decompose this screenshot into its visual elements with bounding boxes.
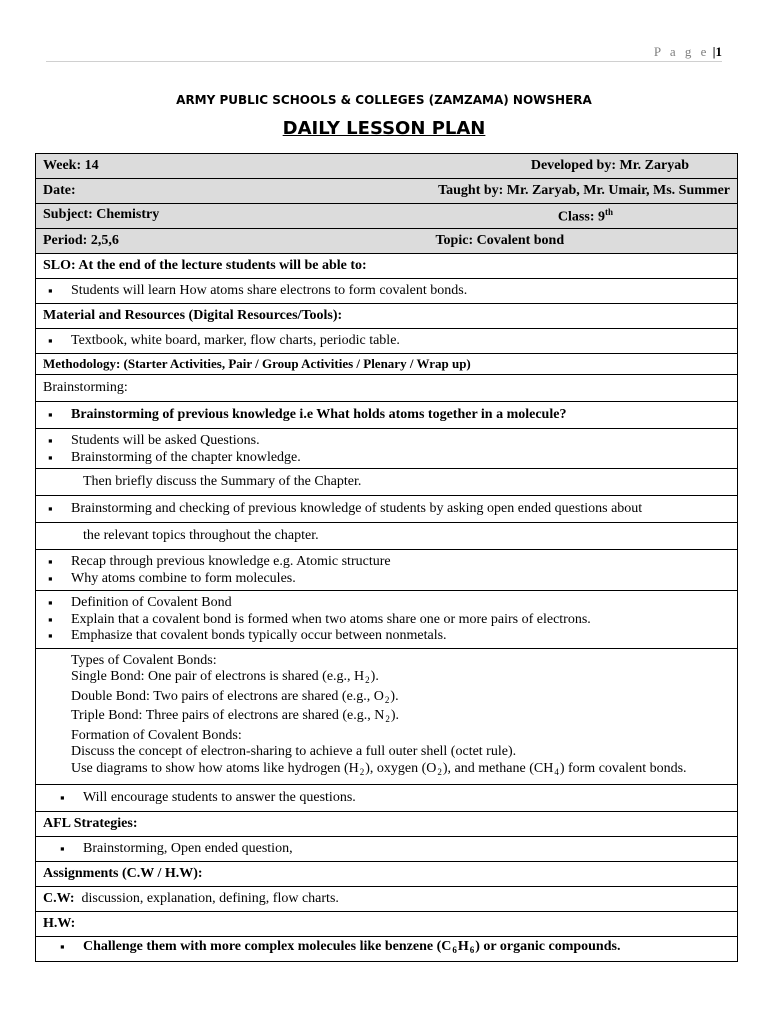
methodology-heading: Methodology: (Starter Activities, Pair / Group Activities / Plenary / Wrap up) (36, 354, 738, 375)
materials-heading-row (36, 304, 738, 329)
slo-item-row (36, 279, 738, 304)
subject-field: Subject: Chemistry (43, 206, 160, 222)
school-name: ARMY PUBLIC SCHOOLS & COLLEGES (ZAMZAMA) NOWSHERA (176, 93, 592, 107)
single-bond-line: Single Bond: One pair of electrons is shared (e.g., $H_2$). (71, 669, 379, 685)
open-ended-item: ▪ Brainstorming and checking of previous knowledge of students by asking open ended questions about (36, 501, 737, 518)
page-number-value: 1 (715, 44, 722, 59)
recap-row (36, 550, 738, 591)
recap-item: ▪ Why atoms combine to form molecules. (36, 571, 737, 588)
class-field: Class: 9th (557, 206, 613, 225)
period-field: Period: 2,5,6 (43, 233, 119, 248)
hw-item-row (36, 937, 738, 962)
octet-rule-line: Discuss the concept of electron-sharing to achieve a full outer shell (octet rule). (71, 744, 517, 759)
recap-item: ▪ Recap through previous knowledge e.g. Atomic structure (36, 554, 737, 571)
methodology-heading-row (36, 354, 738, 375)
week-row (36, 154, 738, 179)
lesson-plan-table (35, 153, 738, 962)
brainstorming-label: Brainstorming: (36, 375, 738, 402)
assignments-heading: Assignments (C.W / H.W): (36, 862, 738, 887)
classwork-line: C.W: discussion, explanation, defining, flow charts. (36, 887, 738, 912)
questions-row (36, 429, 738, 469)
afl-item-row (36, 837, 738, 862)
encourage-row (36, 785, 738, 812)
page-number: P a g e |1 (653, 44, 722, 59)
definition-row (36, 591, 738, 649)
summary-row (36, 469, 738, 496)
summary-line: Then briefly discuss the Summary of the Chapter. (36, 469, 738, 496)
materials-item: ▪ Textbook, white board, marker, flow charts, periodic table. (36, 333, 737, 350)
definition-item: ▪ Emphasize that covalent bonds typically occur between nonmetals. (36, 628, 737, 645)
afl-heading: AFL Strategies: (36, 812, 738, 837)
materials-heading: Material and Resources (Digital Resources/Tools): (36, 304, 738, 329)
period-row (36, 229, 738, 254)
formation-heading: Formation of Covalent Bonds: (71, 727, 242, 743)
definition-item: ▪ Definition of Covalent Bond (36, 595, 737, 612)
types-heading: Types of Covalent Bonds: (71, 652, 217, 668)
types-row (36, 648, 738, 785)
question-item: ▪ Students will be asked Questions. (36, 433, 737, 450)
diagrams-line: Use diagrams to show how atoms like hydrogen $(H_2)$, oxygen $(O_2)$, and methane $(CH_4)$ form covalent bonds. (71, 760, 687, 777)
document-title: DAILY LESSON PLAN (282, 118, 486, 139)
taught-by-field: Taught by: Mr. Zaryab, Mr. Umair, Ms. Summer (438, 183, 730, 198)
subject-row (36, 204, 738, 229)
hw-heading-row (36, 912, 738, 937)
brainstorm-question: ▪ Brainstorming of previous knowledge i.e What holds atoms together in a molecule? (36, 407, 737, 424)
assignments-heading-row (36, 862, 738, 887)
afl-heading-row (36, 812, 738, 837)
slo-item: ▪ Students will learn How atoms share electrons to form covalent bonds. (36, 283, 737, 300)
covalent-bond-types (36, 648, 738, 785)
developed-by-field: Developed by: Mr. Zaryab (530, 158, 689, 173)
triple-bond-line: Triple Bond: Three pairs of electrons are shared (e.g., $N_2$). (71, 708, 400, 724)
cw-row (36, 887, 738, 912)
double-bond-line: Double Bond: Two pairs of electrons are shared (e.g., $O_2$). (71, 688, 399, 705)
header-rule (46, 61, 722, 62)
brainstorm-question-row (36, 402, 738, 429)
week-field: Week: 14 (43, 158, 99, 173)
page-label: P a g e (653, 44, 710, 59)
question-item: ▪ Brainstorming of the chapter knowledge. (36, 450, 737, 467)
open-ended-continuation: the relevant topics throughout the chapter. (36, 523, 738, 550)
afl-item: ▪ Brainstorming, Open ended question, (36, 841, 737, 858)
homework-item: ▪ Challenge them with more complex molecules like benzene $(C_6H_6)$ or organic compounds. (36, 939, 737, 959)
slo-heading: SLO: At the end of the lecture students will be able to: (36, 254, 738, 279)
topic-field: Topic: Covalent bond (435, 233, 565, 248)
open-ended-row (36, 496, 738, 523)
slo-heading-row (36, 254, 738, 279)
materials-item-row (36, 329, 738, 354)
definition-item: ▪ Explain that a covalent bond is formed when two atoms share one or more pairs of electrons. (36, 612, 737, 629)
encourage-item: ▪ Will encourage students to answer the questions. (36, 790, 737, 807)
homework-label: H.W: (36, 912, 738, 937)
brainstorming-label-row (36, 375, 738, 402)
open-ended-cont-row (36, 523, 738, 550)
date-row (36, 179, 738, 204)
date-field: Date: (43, 183, 76, 198)
